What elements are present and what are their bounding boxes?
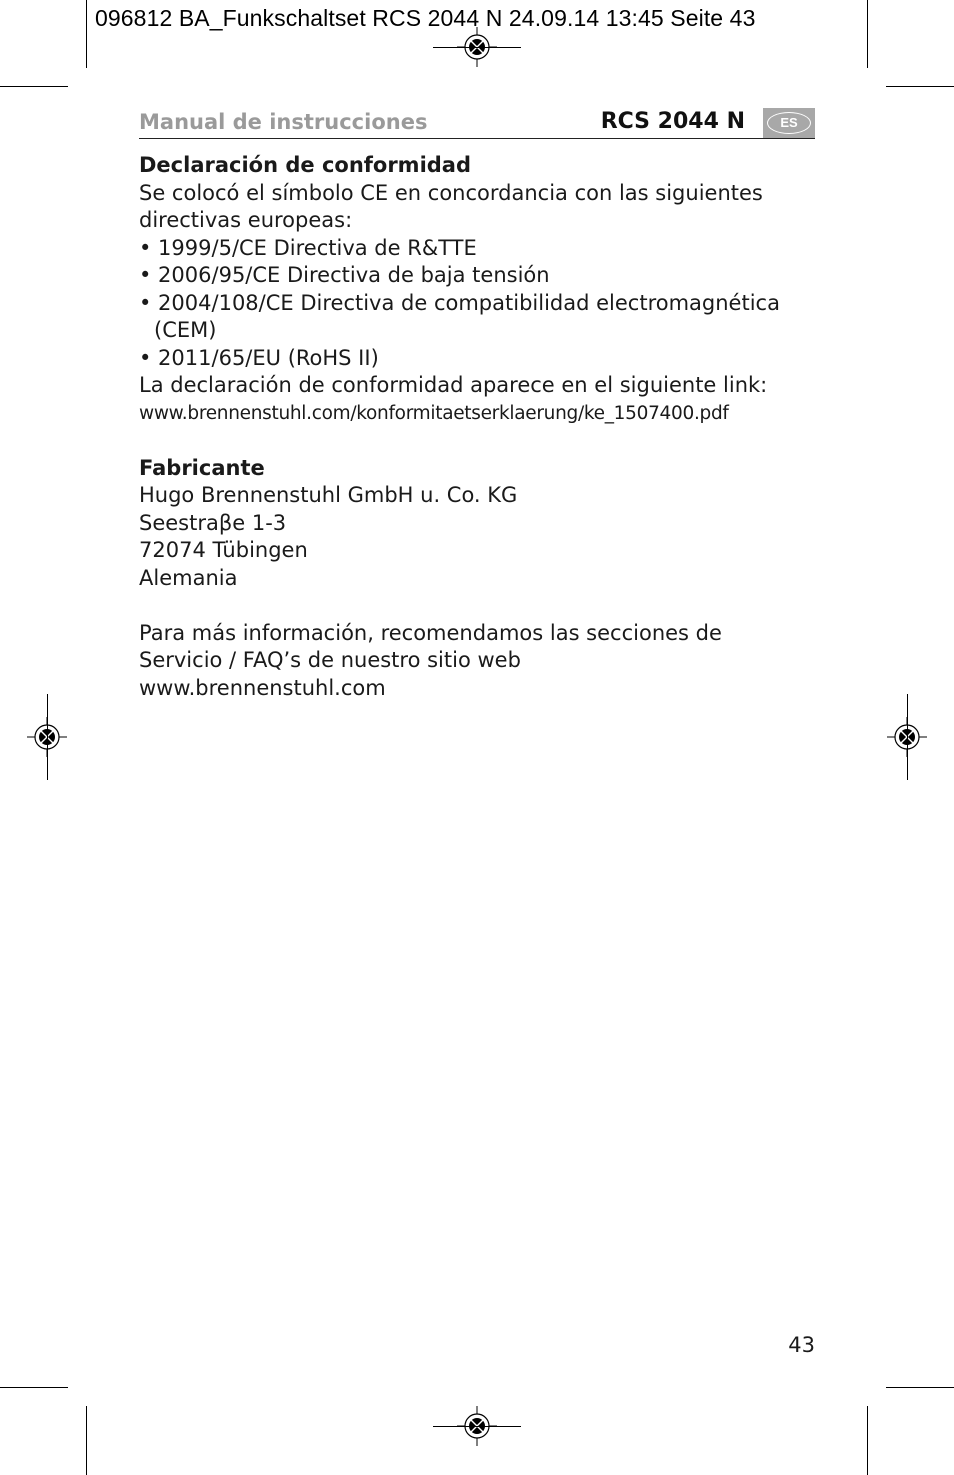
directive-item: • 2011/65/EU (RoHS II) — [139, 345, 379, 370]
language-badge: ES — [767, 112, 811, 134]
manual-title: Manual de instrucciones — [139, 110, 428, 134]
manufacturer-line: Hugo Brennenstuhl GmbH u. Co. KG — [139, 483, 518, 507]
print-slug: 096812 BA_Funkschaltset RCS 2044 N 24.09.14 13:45 Seite 43 — [95, 5, 756, 31]
more-info-line: Servicio / FAQ’s de nuestro sitio web — [139, 648, 521, 672]
crop-mark-bottom-left-h — [0, 1387, 68, 1388]
more-info-line: Para más información, recomendamos las secciones de — [139, 620, 722, 645]
manufacturer-heading: Fabricante — [139, 455, 265, 480]
page-header — [139, 108, 815, 139]
page-content — [139, 152, 819, 702]
language-tab — [763, 108, 815, 138]
directive-item: • 2006/95/CE Directiva de baja tensión — [139, 263, 550, 287]
manufacturer-line: 72074 Tübingen — [139, 538, 308, 562]
declaration-intro: Se colocó el símbolo CE en concordancia con las siguientes directivas europeas: — [139, 180, 763, 232]
page-number: 43 — [788, 1333, 815, 1357]
reg-line-bottom — [433, 1426, 521, 1427]
manufacturer-line: Seestraβe 1-3 — [139, 510, 287, 535]
reg-line-left — [47, 694, 48, 780]
reg-line-top — [433, 47, 521, 48]
crop-mark-bottom-left-v — [86, 1406, 87, 1475]
crop-mark-top-right-v — [867, 0, 868, 68]
declaration-link-text: La declaración de conformidad aparece en el siguiente link: — [139, 373, 768, 397]
crop-mark-bottom-right-v — [867, 1406, 868, 1475]
manufacturer-line: Alemania — [139, 565, 238, 590]
directive-item: • 2004/108/CE Directiva de compatibilidad electromagnética (CEM) — [139, 290, 780, 342]
header-divider — [139, 138, 815, 139]
crop-mark-top-left-v — [86, 0, 87, 68]
reg-line-right — [907, 694, 908, 780]
crop-mark-bottom-right-h — [886, 1387, 954, 1388]
declaration-heading: Declaración de conformidad — [139, 153, 472, 177]
directive-item: • 1999/5/CE Directiva de R&TTE — [139, 235, 477, 260]
model-name: RCS 2044 N — [600, 109, 745, 134]
website-link[interactable]: www.brennenstuhl.com — [139, 675, 386, 700]
crop-mark-top-right-h — [886, 86, 954, 87]
declaration-link-url[interactable]: www.brennenstuhl.com/konformitaetserklaerung/ke_1507400.pdf — [139, 402, 729, 424]
crop-mark-top-left-h — [0, 86, 68, 87]
